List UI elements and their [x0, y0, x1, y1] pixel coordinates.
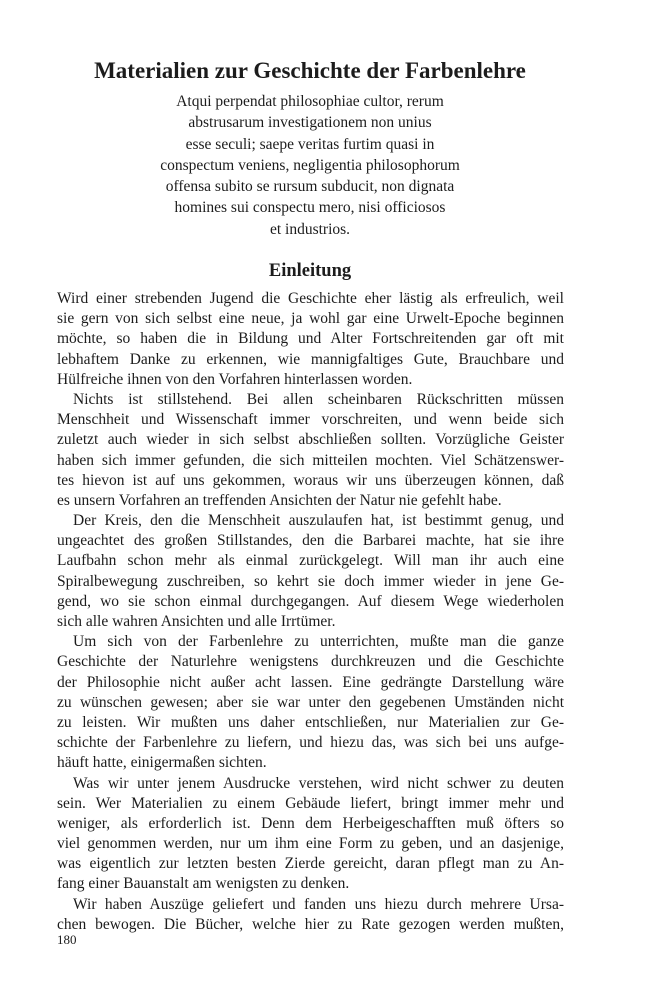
text-line: Menschheit und Wissenschaft immer vorschreiten, und wenn beide sich — [57, 411, 564, 429]
text-line: viel genommen werden, nur um ihm eine Form zu geben, und an dasjenige, — [57, 835, 564, 853]
text-line: zu leisten. Wir mußten uns daher entschließen, nur Materialien zur Ge- — [57, 713, 564, 731]
text-line: Laufbahn schon mehr als einmal zurückgelegt. Will man ihr auch eine — [57, 552, 564, 570]
epigraph-line: abstrusarum investigationem non unius — [188, 114, 432, 132]
text-line: der Philosophie nicht außer acht lassen. Eine gedrängte Darstellung wäre — [57, 673, 564, 691]
text-line: Spiralbewegung zuschreiben, so kehrt sie doch immer wieder in jene Ge- — [57, 572, 564, 590]
text-line: Nichts ist stillstehend. Bei allen scheinbaren Rückschritten müssen — [73, 390, 564, 408]
text-line: zu wünschen gewesen; aber sie war unter den gegebenen Umständen nicht — [57, 693, 564, 711]
text-line: Der Kreis, den die Menschheit auszulaufen hat, ist bestimmt genug, und — [73, 512, 564, 530]
text-line: gend, wo sie schon einmal durchgegangen. Auf diesem Wege wiederholen — [57, 592, 564, 610]
epigraph-line: conspectum veniens, negligentia philosophorum — [160, 156, 460, 174]
text-line: zuletzt auch wieder in sich selbst abschließen sollten. Vorzügliche Geister — [57, 431, 564, 449]
section-heading: Einleitung — [268, 261, 352, 281]
epigraph-line: esse seculi; saepe veritas furtim quasi in — [185, 135, 435, 153]
text-line: sich alle wahren Ansichten und alle Irrtümer. — [57, 613, 336, 630]
text-line: häuft hatte, einigermaßen sichten. — [57, 754, 267, 772]
text-line: Hülfreiche ihnen von den Vorfahren hinterlassen worden. — [57, 370, 413, 388]
text-line: haben sich immer gefunden, die sich mitteilen mochten. Viel Schätzenswer- — [57, 451, 564, 469]
text-line: was eigentlich zur letzten besten Zierde gereicht, daran pflegt man zu An- — [57, 855, 564, 873]
text-line: chen bewogen. Die Bücher, welche hier zu Rate gezogen werden mußten, — [57, 915, 564, 933]
text-line: sie gern von sich selbst eine neue, ja wohl gar eine Urwelt-Epoche beginnen — [57, 310, 564, 328]
text-line: möchte, so haben die in Bildung und Alter Fortschreitenden gar oft mit — [57, 330, 564, 348]
text-line: es unsern Vorfahren an treffenden Ansichten der Natur nie gefehlt habe. — [57, 491, 502, 509]
epigraph-line: et industrios. — [269, 220, 351, 238]
text-line: tes hievon ist auf uns gekommen, woraus wir uns überzeugen können, daß — [57, 471, 564, 489]
page-number: 180 — [57, 932, 77, 947]
text-line: lebhaftem Danke zu erkennen, wie mannigfaltiges Gute, Brauchbare und — [57, 350, 564, 368]
page-title: Materialien zur Geschichte der Farbenlehre — [94, 58, 526, 83]
text-line: Was wir unter jenem Ausdrucke verstehen, wird nicht schwer zu deuten — [73, 774, 564, 792]
text-line: Wir haben Auszüge geliefert und fanden uns hiezu durch mehrere Ursa- — [73, 895, 564, 913]
text-line: weniger, als erforderlich ist. Denn dem Herbeigeschafften muß öfters so — [57, 814, 564, 832]
epigraph-line: offensa subito se rursum subducit, non dignata — [165, 178, 455, 196]
text-line: Um sich von der Farbenlehre zu unterrichten, mußte man die ganze — [73, 633, 564, 651]
text-line: Wird einer strebenden Jugend die Geschichte eher lästig als erfreulich, weil — [57, 290, 564, 307]
text-line: sein. Wer Materialien zu einem Gebäude liefert, bringt immer mehr und — [57, 794, 564, 812]
text-line: fang einer Bauanstalt am wenigsten zu denken. — [57, 875, 350, 893]
text-line: schichte der Farbenlehre zu liefern, und hiezu das, was sich bei uns aufge- — [57, 734, 564, 752]
epigraph — [130, 91, 490, 240]
text-line: Geschichte der Naturlehre wenigstens durchkreuzen und die Geschichte — [57, 653, 564, 671]
epigraph-line: Atqui perpendat philosophiae cultor, rerum — [176, 93, 444, 110]
body-text — [57, 289, 564, 935]
text-line: ungeachtet des großen Stillstandes, den die Barbarei machte, hat sie ihre — [57, 532, 564, 550]
epigraph-line: homines sui conspectu mero, nisi officiosos — [174, 199, 446, 217]
